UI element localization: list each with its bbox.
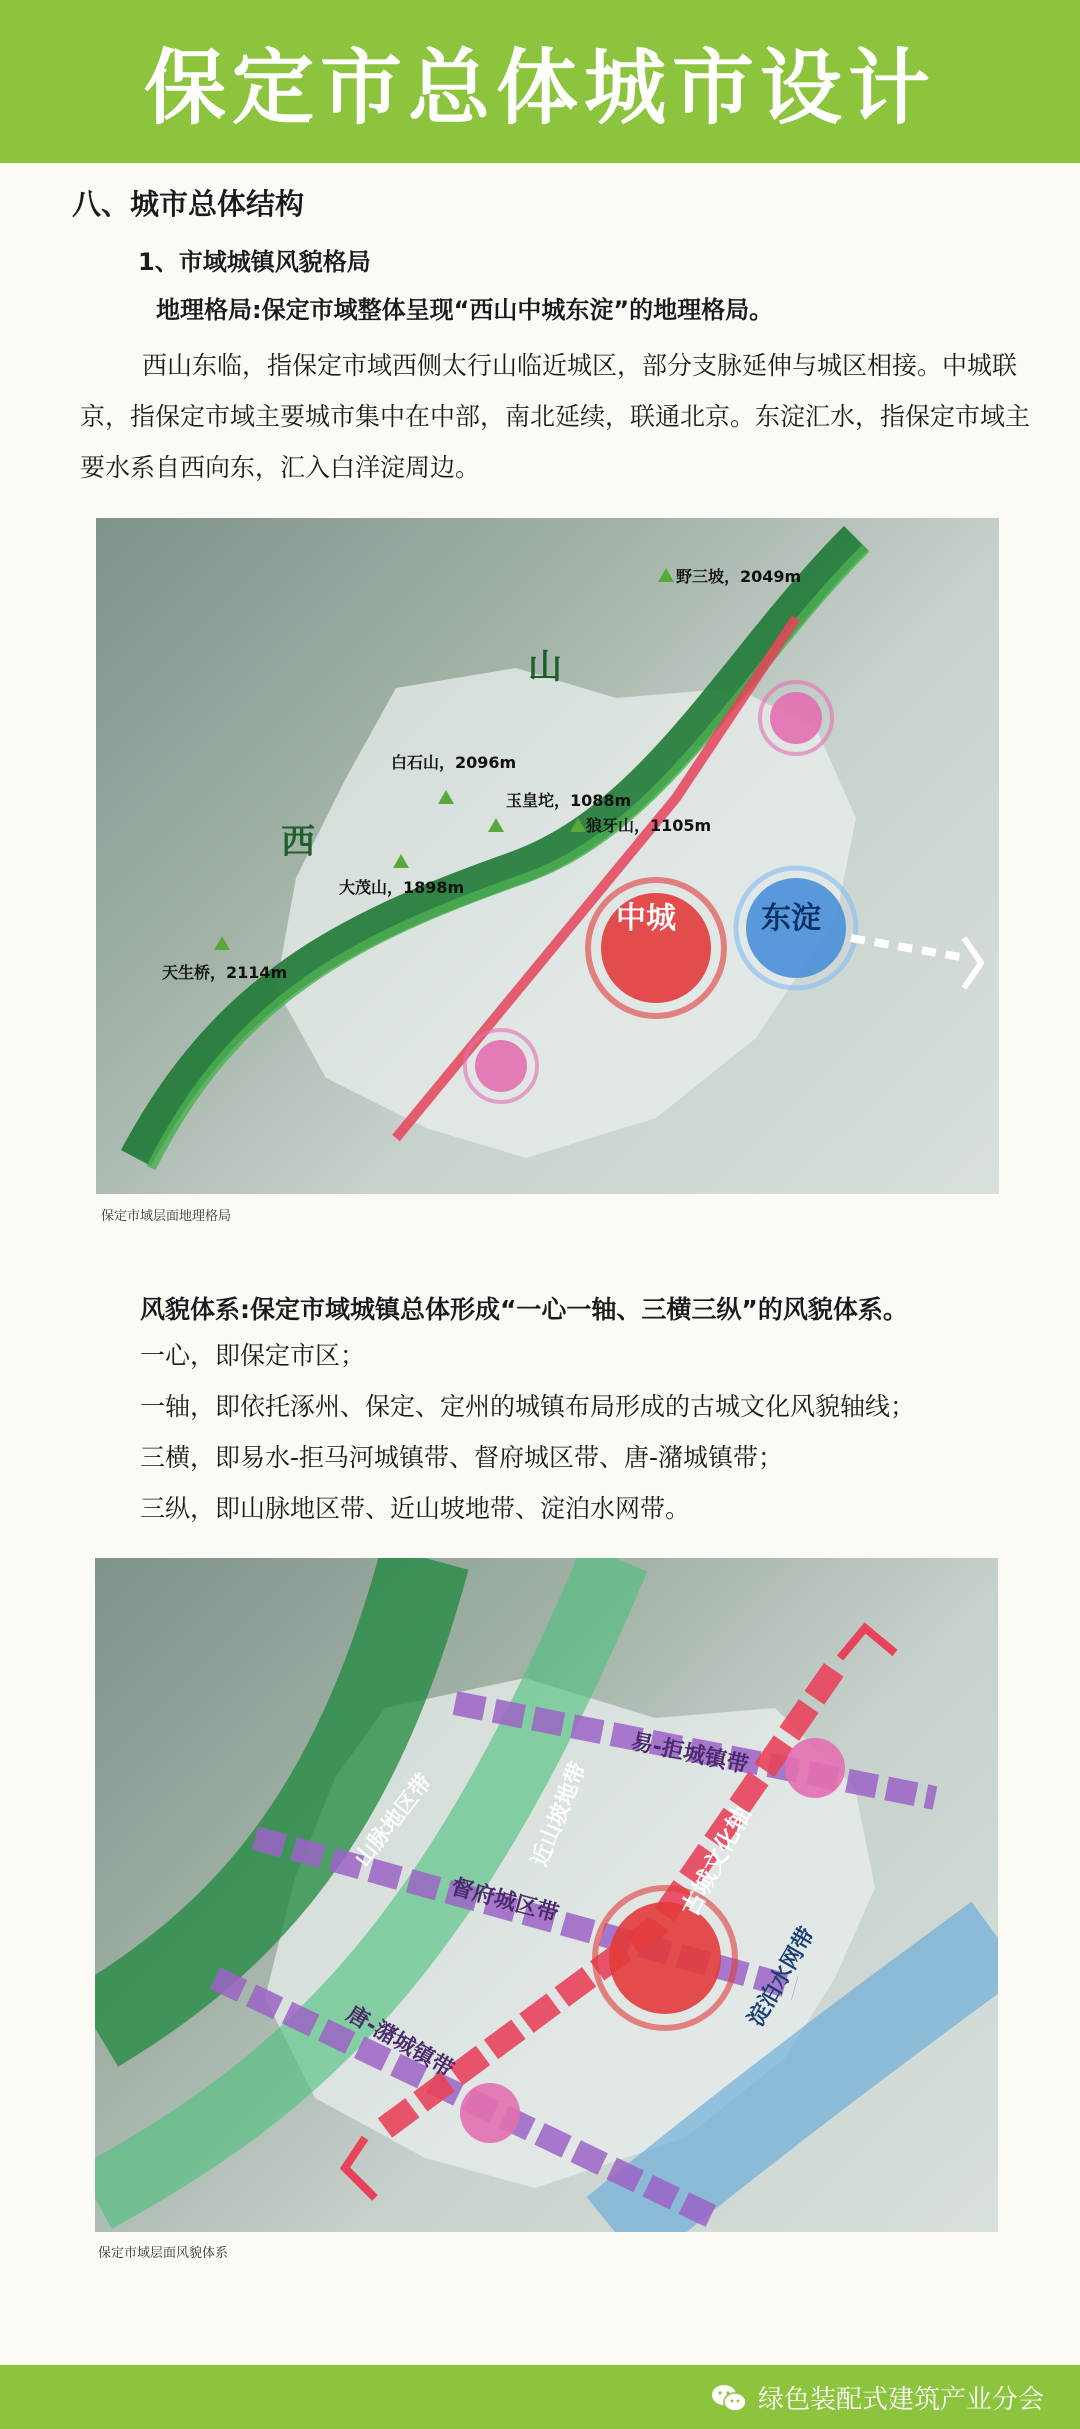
wechat-icon bbox=[710, 2383, 748, 2413]
style-lead: 风貌体系:保定市域城镇总体形成“一心一轴、三横三纵”的风貌体系。 bbox=[140, 1295, 908, 1324]
peak-label: 天生桥，2114m bbox=[162, 963, 288, 982]
label-dufu: 督府城区带 bbox=[448, 1874, 562, 1928]
style-list bbox=[140, 1330, 915, 1534]
page-footer bbox=[0, 2365, 1080, 2429]
page-title: 保定市总体城市设计 bbox=[143, 41, 936, 136]
label-yishui: 易-拒城镇带 bbox=[628, 1729, 751, 1779]
peak-label: 玉皇坨，1088m bbox=[506, 791, 632, 810]
list-item: 三纵，即山脉地区带、近山坡地带、淀泊水网带。 bbox=[140, 1494, 691, 1523]
peak-label: 狼牙山，1105m bbox=[586, 816, 712, 835]
geo-lead: 地理格局:保定市域整体呈现“西山中城东淀”的地理格局。 bbox=[156, 296, 774, 324]
style-system-map-graphic bbox=[95, 1558, 998, 2232]
label-tangzhu: 唐-潴城镇带 bbox=[342, 2001, 458, 2083]
geo-pattern-map-graphic bbox=[96, 518, 999, 1194]
geo-map-caption: 保定市域层面地理格局 bbox=[101, 1209, 232, 1224]
style-map-caption: 保定市域层面风貌体系 bbox=[98, 2246, 229, 2261]
label-dongdian: 东淀 bbox=[761, 901, 821, 936]
footer-brand bbox=[710, 2379, 1044, 2416]
label-dianbo: 淀泊水网带 bbox=[743, 1923, 821, 2031]
peak-marker-icon bbox=[214, 936, 230, 950]
label-shan: 山 bbox=[528, 647, 562, 687]
label-gucheng: 古城文化轴 bbox=[675, 1801, 757, 1921]
label-xi: 西 bbox=[281, 822, 315, 862]
list-item: 一心，即保定市区； bbox=[140, 1341, 366, 1370]
geo-pattern-map bbox=[96, 518, 999, 1194]
geo-paragraph: 西山东临，指保定市域西侧太行山临近城区，部分支脉延伸与城区相接。中城联京，指保定市域主要城市集中在中部，南北延续，联通北京。东淀汇水，指保定市域主要水系自西向东，汇入白洋淀周边。 bbox=[80, 351, 1031, 482]
peak-label: 野三坡，2049m bbox=[676, 567, 802, 586]
footer-brand-text: 绿色装配式建筑产业分会 bbox=[757, 2385, 1044, 2415]
section-title: 八、城市总体结构 bbox=[72, 187, 305, 221]
label-shanmai: 山脉地区带 bbox=[350, 1769, 438, 1872]
peak-marker-icon bbox=[658, 568, 674, 582]
style-system-map bbox=[95, 1558, 998, 2232]
list-item: 三横，即易水-拒马河城镇带、督府城区带、唐-潴城镇带； bbox=[140, 1443, 784, 1472]
label-jinshan: 近山坡地带 bbox=[527, 1758, 592, 1871]
peak-label: 白石山，2096m bbox=[391, 753, 517, 772]
label-zhongcheng: 中城 bbox=[616, 901, 676, 936]
page-banner bbox=[0, 0, 1080, 163]
list-item: 一轴，即依托涿州、保定、定州的城镇布局形成的古城文化风貌轴线； bbox=[140, 1392, 916, 1421]
subsection-title: 1、市域城镇风貌格局 bbox=[138, 248, 371, 276]
peak-label: 大茂山，1898m bbox=[339, 878, 465, 897]
